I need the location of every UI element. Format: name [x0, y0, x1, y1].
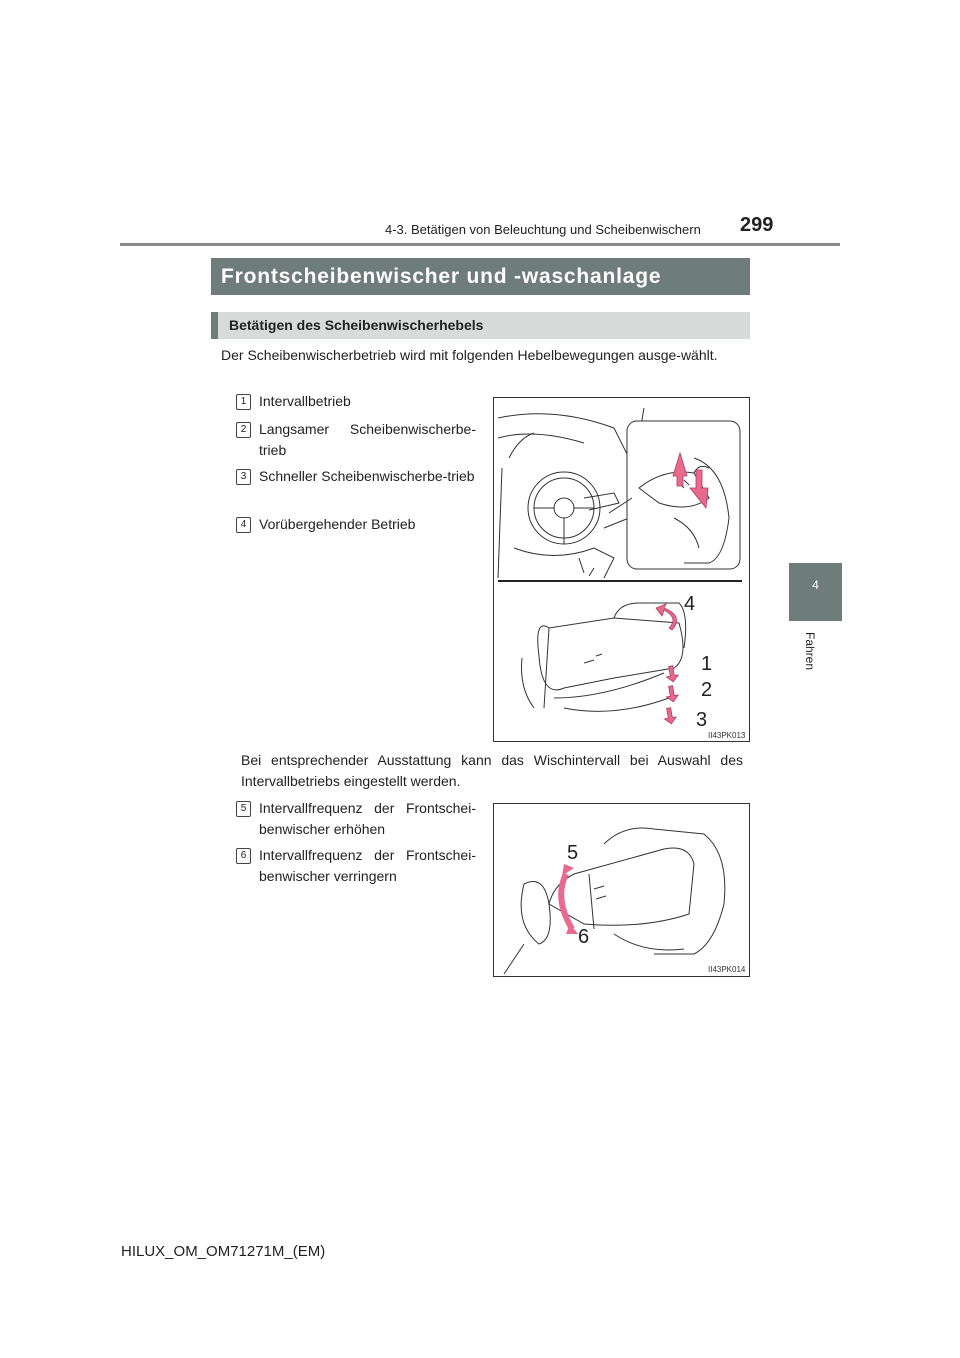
list-item	[236, 798, 476, 840]
item-text: Langsamer Scheibenwischerbe-trieb	[259, 421, 476, 458]
callout-6: 6	[578, 926, 590, 948]
callout-4: 4	[684, 593, 696, 615]
item-number-badge: 2	[236, 422, 251, 438]
callout-1: 1	[701, 653, 713, 675]
wiper-lever-figure	[493, 397, 750, 742]
arrows-overlay	[494, 398, 749, 741]
intro-paragraph: Der Scheibenwischerbetrieb wird mit folgenden Hebelbewegungen ausge-wählt.	[221, 347, 718, 363]
interval-adjust-figure	[493, 803, 750, 977]
section-subtitle: Betätigen des Scheibenwischerhebels	[211, 312, 750, 339]
up-arrow-icon	[673, 453, 687, 486]
down-arrow-1-icon	[665, 665, 680, 683]
item-number-badge: 5	[236, 801, 251, 817]
down-arrow-icon	[690, 470, 708, 508]
item-text: Intervallbetrieb	[259, 393, 351, 409]
item-text: Vorübergehender Betrieb	[259, 516, 416, 532]
item-number-badge: 3	[236, 469, 251, 485]
callout-3: 3	[696, 709, 708, 731]
item-text: Intervallfrequenz der Frontschei-benwischer erhöhen	[259, 800, 476, 837]
callout-5: 5	[567, 842, 579, 864]
chapter-label: Fahren	[803, 632, 817, 671]
list-item	[236, 391, 476, 412]
down-arrow-2-icon	[665, 685, 680, 703]
chapter-tab: 4	[789, 563, 842, 621]
list-item	[236, 514, 476, 535]
header-rule	[120, 243, 840, 246]
list-item	[236, 845, 476, 887]
section-header: 4-3. Betätigen von Beleuchtung und Scheibenwischern	[385, 222, 701, 237]
figure-code: II43PK014	[708, 965, 746, 974]
list-item	[236, 419, 476, 461]
arrow-head-up-icon	[562, 864, 574, 876]
note-paragraph: Bei entsprechender Ausstattung kann das Wischintervall bei Auswahl des Intervallbetriebs eingestellt werden.	[241, 752, 743, 789]
curved-up-arrow-icon	[656, 604, 677, 630]
callout-2: 2	[701, 679, 713, 701]
down-arrow-3-icon	[663, 707, 678, 725]
item-text: Schneller Scheibenwischerbe-trieb	[259, 468, 475, 484]
page-title: Frontscheibenwischer und -waschanlage	[211, 258, 750, 295]
item-number-badge: 4	[236, 517, 251, 533]
figure-code: II43PK013	[708, 731, 746, 740]
item-text: Intervallfrequenz der Frontschei-benwischer verringern	[259, 847, 476, 884]
item-number-badge: 6	[236, 848, 251, 864]
dial-rotate-arrow-icon	[561, 874, 572, 929]
page-number: 299	[740, 214, 774, 236]
item-number-badge: 1	[236, 394, 251, 410]
list-item	[236, 466, 476, 487]
interval-dial-illustration	[494, 804, 749, 976]
document-footer: HILUX_OM_OM71271M_(EM)	[121, 1243, 326, 1260]
